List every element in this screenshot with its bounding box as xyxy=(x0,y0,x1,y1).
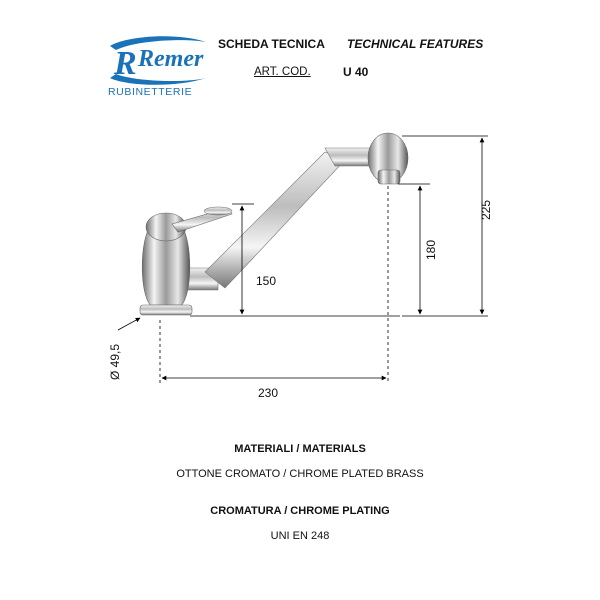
dimension-180: 180 xyxy=(424,239,438,260)
brand-subtitle: RUBINETTERIE xyxy=(108,86,193,98)
brand-name: Remer xyxy=(138,46,204,72)
title-italian: SCHEDA TECNICA xyxy=(218,37,325,51)
plating-value: UNI EN 248 xyxy=(270,530,330,542)
svg-text:R: R xyxy=(114,45,137,82)
dimension-230: 230 xyxy=(258,386,279,400)
dimension-225: 225 xyxy=(479,199,493,220)
dimension-diameter: Ø 49,5 xyxy=(108,343,122,380)
materials-title: MATERIALI / MATERIALS xyxy=(234,443,366,455)
materials-value: OTTONE CROMATO / CHROME PLATED BRASS xyxy=(176,468,424,480)
article-code-value: U 40 xyxy=(343,65,369,79)
dimension-150: 150 xyxy=(256,274,277,288)
article-code-label: ART. COD. xyxy=(254,66,311,78)
plating-title: CROMATURA / CHROME PLATING xyxy=(210,505,390,517)
title-english: TECHNICAL FEATURES xyxy=(347,37,484,51)
